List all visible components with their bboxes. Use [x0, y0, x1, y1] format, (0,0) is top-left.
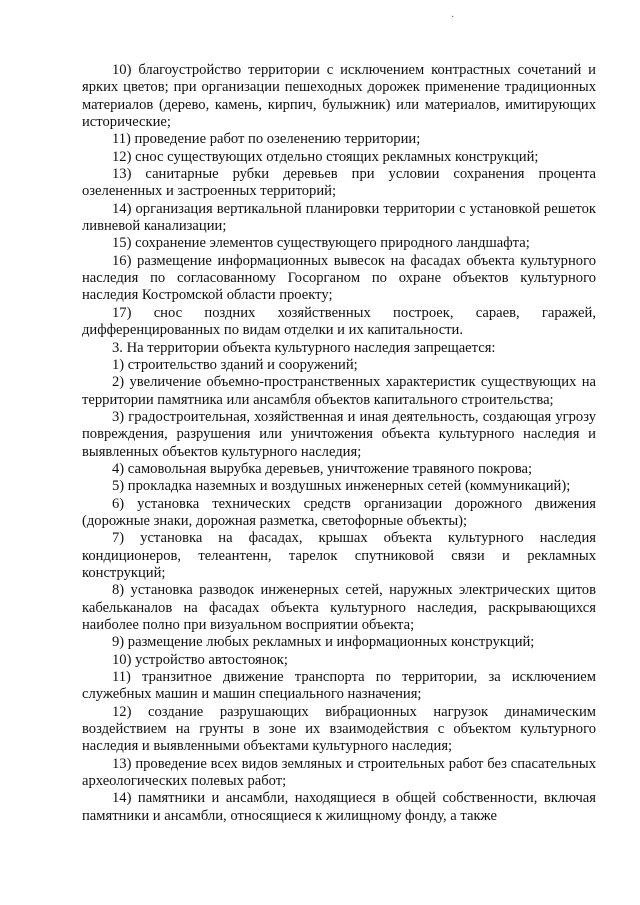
- paragraph: 10) благоустройство территории с исключением контрастных сочетаний и ярких цветов; при организации пешеходных дорожек применение традиционных материалов (дерево, камень, кирпич, булыжник) или материалов, имитирующих исторические;: [82, 62, 596, 131]
- paragraph: 4) самовольная вырубка деревьев, уничтожение травяного покрова;: [112, 460, 533, 477]
- paragraph: 11) проведение работ по озеленению территории;: [112, 131, 421, 148]
- paragraph: 12) снос существующих отдельно стоящих рекламных конструкций;: [112, 148, 539, 165]
- paragraph: 14) организация вертикальной планировки территории с установкой решеток ливневой канализации;: [82, 200, 596, 235]
- paragraph: 3) градостроительная, хозяйственная и иная деятельность, создающая угрозу повреждения, разрушения или уничтожения объекта культурного наследия и выявленных объектов культурного наследия;: [82, 408, 596, 460]
- paragraph: 7) установка на фасадах, крышах объекта культурного наследия кондиционеров, телеантенн, тарелок спутниковой связи и рекламных конструкций;: [82, 530, 596, 581]
- paragraph: 11) транзитное движение транспорта по территории, за исключением служебных машин и машин специального назначения;: [82, 669, 596, 703]
- paragraph: 9) размещение любых рекламных и информационных конструкций;: [112, 634, 535, 651]
- paragraph: 10) устройство автостоянок;: [112, 651, 288, 668]
- scan-mark: ·: [451, 12, 455, 23]
- paragraph: 13) проведение всех видов земляных и строительных работ без спасательных археологических полевых работ;: [82, 755, 596, 790]
- document-body: [82, 62, 596, 825]
- paragraph: 5) прокладка наземных и воздушных инженерных сетей (коммуникаций);: [112, 478, 571, 495]
- paragraph: 15) сохранение элементов существующего природного ландшафта;: [112, 235, 530, 252]
- paragraph: 1) строительство зданий и сооружений;: [112, 356, 358, 373]
- paragraph: 16) размещение информационных вывесок на фасадах объекта культурного наследия по согласованному Госорганом по охране объектов культурного наследия Костромской области проекту;: [82, 252, 596, 304]
- paragraph: 3. На территории объекта культурного наследия запрещается:: [112, 339, 496, 356]
- paragraph: 17) снос поздних хозяйственных построек, сараев, гаражей, дифференцированных по видам отделки и их капитальности.: [82, 304, 596, 339]
- paragraph: 2) увеличение объемно-пространственных характеристик существующих на территории памятника или ансамбля объектов капитального строительства;: [82, 374, 596, 408]
- paragraph: 12) создание разрушающих вибрационных нагрузок динамическим воздействием на грунты в зоне их взаимодействия с объектом культурного наследия и выявленными объектами культурного наследия;: [82, 703, 596, 755]
- paragraph: 13) санитарные рубки деревьев при условии сохранения процента озелененных и застроенных территорий;: [82, 166, 596, 200]
- paragraph: 14) памятники и ансамбли, находящиеся в общей собственности, включая памятники и ансамбли, относящиеся к жилищному фонду, а также: [82, 790, 596, 824]
- paragraph: 6) установка технических средств организации дорожного движения (дорожные знаки, дорожная разметка, светофорные объекты);: [82, 495, 596, 529]
- paragraph: 8) установка разводок инженерных сетей, наружных электрических щитов кабельканалов на фасадах объекта культурного наследия, раскрывающихся наиболее полно при визуальном восприятии объекта;: [82, 582, 596, 633]
